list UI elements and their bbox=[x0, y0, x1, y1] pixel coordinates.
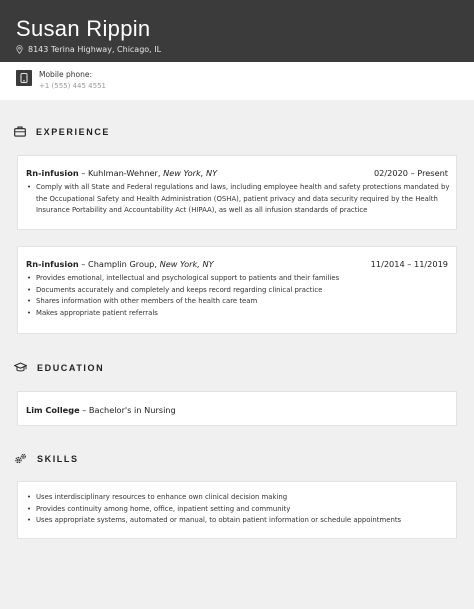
separator: – bbox=[78, 168, 89, 178]
list-item: • Provides emotional, intellectual and psychological support to patients and their families bbox=[26, 273, 450, 285]
graduation-cap-icon bbox=[14, 362, 27, 373]
experience-title: EXPERIENCE bbox=[36, 126, 111, 137]
list-item: • Uses appropriate systems, automated or manual, to obtain patient information or schedule appointments bbox=[26, 515, 450, 527]
job-title-line bbox=[26, 259, 214, 269]
job-title: Rn-infusion bbox=[26, 168, 79, 178]
phone-icon bbox=[16, 70, 32, 86]
job-title-line bbox=[26, 168, 217, 178]
skills-card bbox=[17, 481, 457, 539]
skills-title: SKILLS bbox=[37, 454, 79, 464]
list-item: • Provides continuity among home, office, inpatient setting and community bbox=[26, 504, 450, 516]
education-entry bbox=[26, 405, 176, 415]
job-location: New York, NY bbox=[163, 168, 218, 178]
job-company: Kuhlman-Wehner, bbox=[88, 168, 164, 178]
resume-header bbox=[0, 0, 474, 62]
job-dates: 02/2020 – Present bbox=[373, 168, 448, 178]
list-item: • Makes appropriate patient referrals bbox=[26, 308, 450, 320]
contact-bar bbox=[0, 62, 474, 100]
briefcase-icon bbox=[14, 126, 26, 137]
job-card bbox=[17, 246, 457, 334]
skills-list bbox=[26, 492, 450, 527]
job-location: New York, NY bbox=[159, 259, 214, 269]
list-item: • Documents accurately and completely and keeps record regarding clinical practice bbox=[26, 285, 450, 297]
phone-label: Mobile phone: bbox=[39, 70, 92, 79]
location-pin-icon bbox=[16, 45, 23, 54]
phone-value[interactable]: +1 (555) 445 4551 bbox=[39, 82, 106, 90]
job-bullets bbox=[26, 273, 450, 319]
job-company: Champlin Group, bbox=[88, 259, 160, 269]
job-title: Rn-infusion bbox=[26, 259, 79, 269]
list-item: • Shares information with other members of the health care team bbox=[26, 296, 450, 308]
list-item: • Comply with all State and Federal regulations and laws, including employee health and safety protections mandated by the Occupational Safety and Health Administration (OSHA), patient privacy and data security required by the Health Insurance Portability and Accountability Act (HIPAA), as well as all infusion standards of practice bbox=[26, 182, 450, 217]
degree: – Bachelor's in Nursing bbox=[79, 405, 176, 415]
education-card bbox=[17, 391, 457, 426]
job-dates: 11/2014 – 11/2019 bbox=[370, 259, 448, 269]
separator: – bbox=[78, 259, 89, 269]
education-heading bbox=[14, 362, 104, 373]
list-item: • Uses interdisciplinary resources to enhance own clinical decision making bbox=[26, 492, 450, 504]
address-text: 8143 Terina Highway, Chicago, IL bbox=[28, 45, 162, 54]
candidate-name: Susan Rippin bbox=[16, 16, 151, 41]
education-title: EDUCATION bbox=[37, 362, 105, 373]
job-card bbox=[17, 155, 457, 230]
address-line bbox=[16, 45, 161, 54]
school-name: Lim College bbox=[26, 405, 80, 415]
experience-heading bbox=[14, 126, 110, 137]
gears-icon bbox=[14, 453, 27, 465]
job-bullets bbox=[26, 182, 450, 217]
skills-heading bbox=[14, 453, 79, 465]
